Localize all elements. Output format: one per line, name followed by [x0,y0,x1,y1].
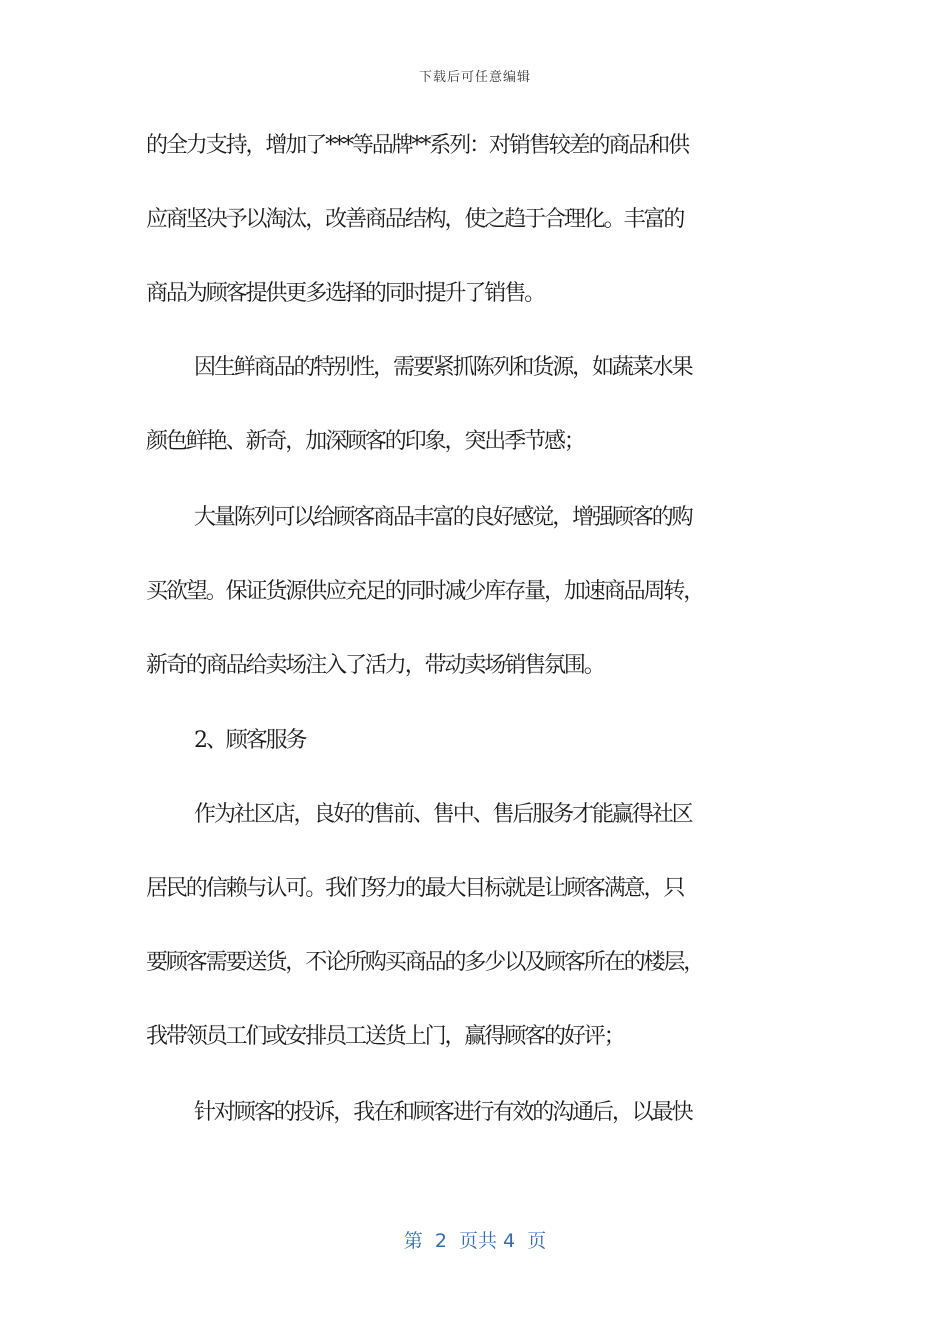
page-number-footer: 第 2 页共 4 页 [403,1230,547,1252]
body-line: 的全力支持，增加了***等品牌**系列：对销售较差的商品和供 [146,133,689,158]
page-header-note: 下载后可任意编辑 [418,70,531,85]
body-line: 作为社区店，良好的售前、售中、售后服务才能赢得社区 [194,802,692,827]
body-line: 我带领员工们或安排员工送货上门，赢得顾客的好评； [146,1024,624,1049]
body-line: 应商坚决予以淘汰，改善商品结构，使之趋于合理化。丰富的 [146,207,684,232]
section-heading: 2、顾客服务 [194,728,306,753]
body-line: 颜色鲜艳、新奇，加深顾客的印象，突出季节感； [146,429,584,454]
body-line: 新奇的商品给卖场注入了活力，带动卖场销售氛围。 [146,653,604,678]
body-line: 大量陈列可以给顾客商品丰富的良好感觉，增强顾客的购 [194,505,692,530]
body-line: 要顾客需要送货，不论所购买商品的多少以及顾客所在的楼层， [146,950,704,975]
body-line: 因生鲜商品的特别性，需要紧抓陈列和货源，如蔬菜水果 [194,355,692,380]
body-line: 买欲望。保证货源供应充足的同时减少库存量，加速商品周转， [146,579,704,604]
body-line: 商品为顾客提供更多选择的同时提升了销售。 [146,281,545,306]
body-line: 针对顾客的投诉，我在和顾客进行有效的沟通后，以最快 [194,1100,692,1125]
body-line: 居民的信赖与认可。我们努力的最大目标就是让顾客满意，只 [146,876,684,901]
